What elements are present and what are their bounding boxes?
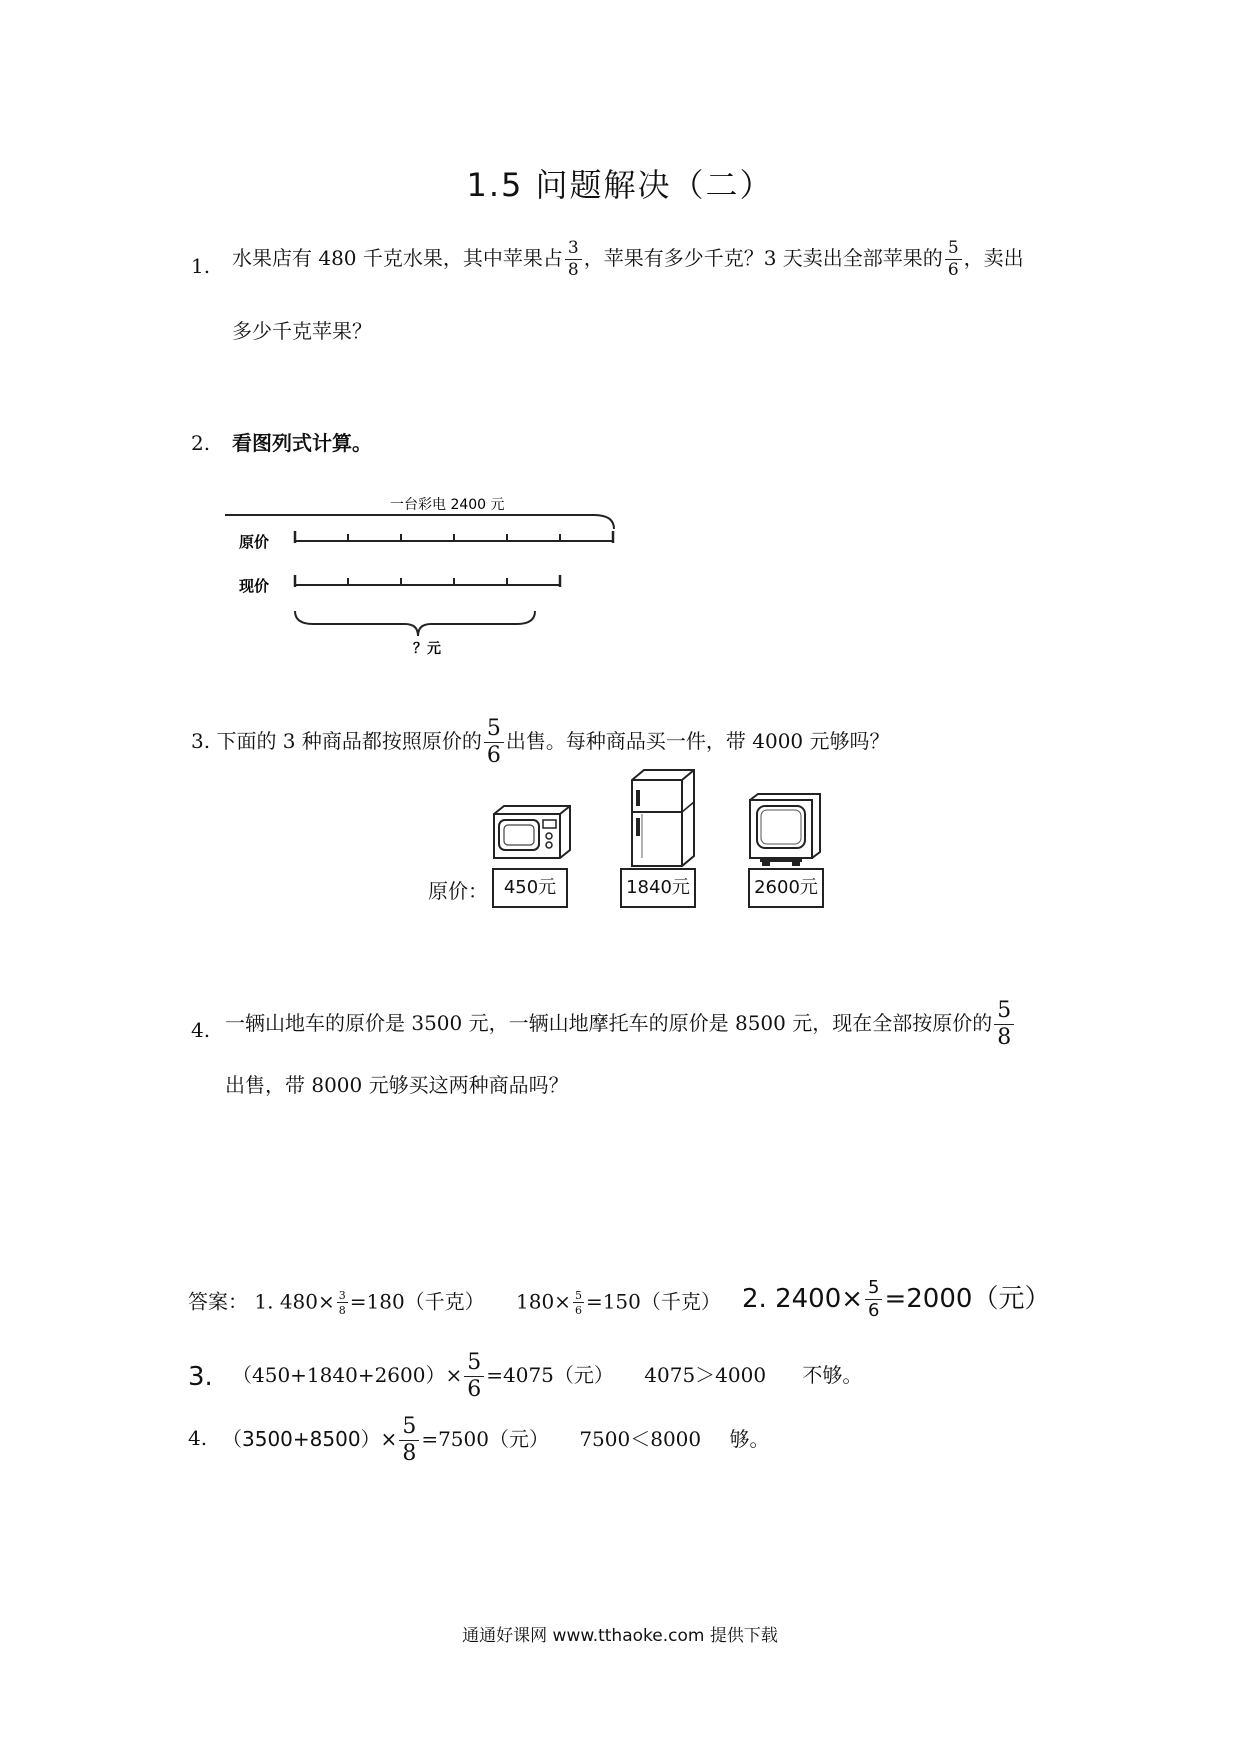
q4-fraction: $\frac{5}{8}$ — [994, 1000, 1014, 1049]
q2-number: 2. — [191, 431, 211, 455]
q1-fraction-2: $\frac{5}{6}$ — [945, 240, 962, 279]
answer-2-part-1: 2. 2400× — [742, 1284, 864, 1314]
q1-line1 — [232, 240, 1024, 279]
diagram-top-label: 一台彩电 2400 元 — [390, 497, 505, 513]
refrigerator-icon — [628, 768, 698, 868]
q1-text-3: ，卖出 — [963, 246, 1024, 270]
q1-text-2: ，苹果有多少千克？3 天卖出全部苹果的 — [583, 246, 943, 270]
answer-2-part-2: =2000（元） — [884, 1284, 1051, 1314]
answer-2-fraction: $\frac{5}{6}$ — [865, 1279, 882, 1320]
bottom-brace — [295, 611, 535, 636]
q1-text-1: 水果店有 480 千克水果，其中苹果占 — [232, 246, 563, 270]
q3-text-1: 3. 下面的 3 种商品都按照原价的 — [191, 729, 482, 753]
page-title: 1.5 问题解决（二） — [466, 166, 774, 204]
television-icon — [746, 790, 826, 868]
microwave-icon — [490, 800, 575, 865]
answer-1b-line — [516, 1290, 721, 1316]
answer-3-number: 3. — [188, 1362, 213, 1392]
answer-1-part-3: 180× — [516, 1289, 571, 1314]
q4-line1 — [225, 1000, 1016, 1049]
price-label: 原价： — [428, 879, 488, 903]
answer-3-part-4: 不够。 — [802, 1363, 863, 1387]
answer-4-line — [222, 1416, 769, 1465]
q2-text: 看图列式计算。 — [232, 431, 372, 455]
answer-1-fraction-1: $\frac{3}{8}$ — [338, 1289, 346, 1317]
answer-4-part-3: 7500＜8000 — [579, 1427, 702, 1451]
answer-4-number: 4. — [188, 1426, 208, 1450]
answer-4-part-1: （3500+8500）× — [222, 1427, 398, 1451]
q3-fraction: $\frac{5}{6}$ — [484, 718, 504, 767]
q4-line2: 出售，带 8000 元够买这两种商品吗？ — [225, 1073, 569, 1097]
q4-text-1: 一辆山地车的原价是 3500 元，一辆山地摩托车的原价是 8500 元，现在全部按原价的 — [225, 1011, 993, 1035]
answer-4-part-4: 够。 — [729, 1427, 770, 1451]
answer-1-fraction-2: $\frac{5}{6}$ — [574, 1289, 582, 1317]
microwave-price: 450元 — [492, 868, 568, 908]
answer-1-part-1: 480× — [279, 1289, 335, 1314]
answer-label: 答案： — [188, 1289, 248, 1314]
q3-text-2: 出售。每种商品买一件，带 4000 元够吗？ — [505, 729, 890, 753]
answer-1-number: 1. — [254, 1289, 274, 1314]
answer-4-fraction: $\frac{5}{8}$ — [399, 1416, 419, 1465]
original-price-bar — [295, 531, 613, 543]
refrigerator-price: 1840元 — [620, 868, 696, 908]
answer-2-line — [742, 1278, 1050, 1320]
answer-1-line — [188, 1290, 485, 1316]
answer-3-part-2: =4075（元） — [486, 1363, 614, 1387]
television-price: 2600元 — [748, 868, 824, 908]
answer-1-part-4: =150（千克） — [585, 1289, 721, 1314]
row1-label: 原价 — [239, 533, 270, 551]
q3-line — [191, 718, 890, 767]
answer-3-part-3: 4075＞4000 — [644, 1363, 767, 1387]
diagram-bottom-label: ？元 — [413, 641, 441, 657]
answer-3-line — [232, 1352, 862, 1401]
answer-4-part-2: =7500（元） — [421, 1427, 549, 1451]
current-price-bar — [295, 575, 560, 587]
q4-number: 4. — [191, 1018, 211, 1042]
answer-1-part-2: =180（千克） — [349, 1289, 485, 1314]
row2-label: 现价 — [239, 577, 270, 595]
q1-fraction-1: $\frac{3}{8}$ — [565, 240, 582, 279]
answer-3-fraction: $\frac{5}{6}$ — [464, 1352, 484, 1401]
footer-text: 通通好课网 www.tthaoke.com 提供下载 — [462, 1626, 778, 1646]
q1-line2: 多少千克苹果？ — [232, 319, 372, 343]
q1-number: 1. — [191, 254, 211, 278]
answer-3-part-1: （450+1840+2600）× — [232, 1363, 463, 1387]
price-bar-diagram — [225, 485, 645, 660]
